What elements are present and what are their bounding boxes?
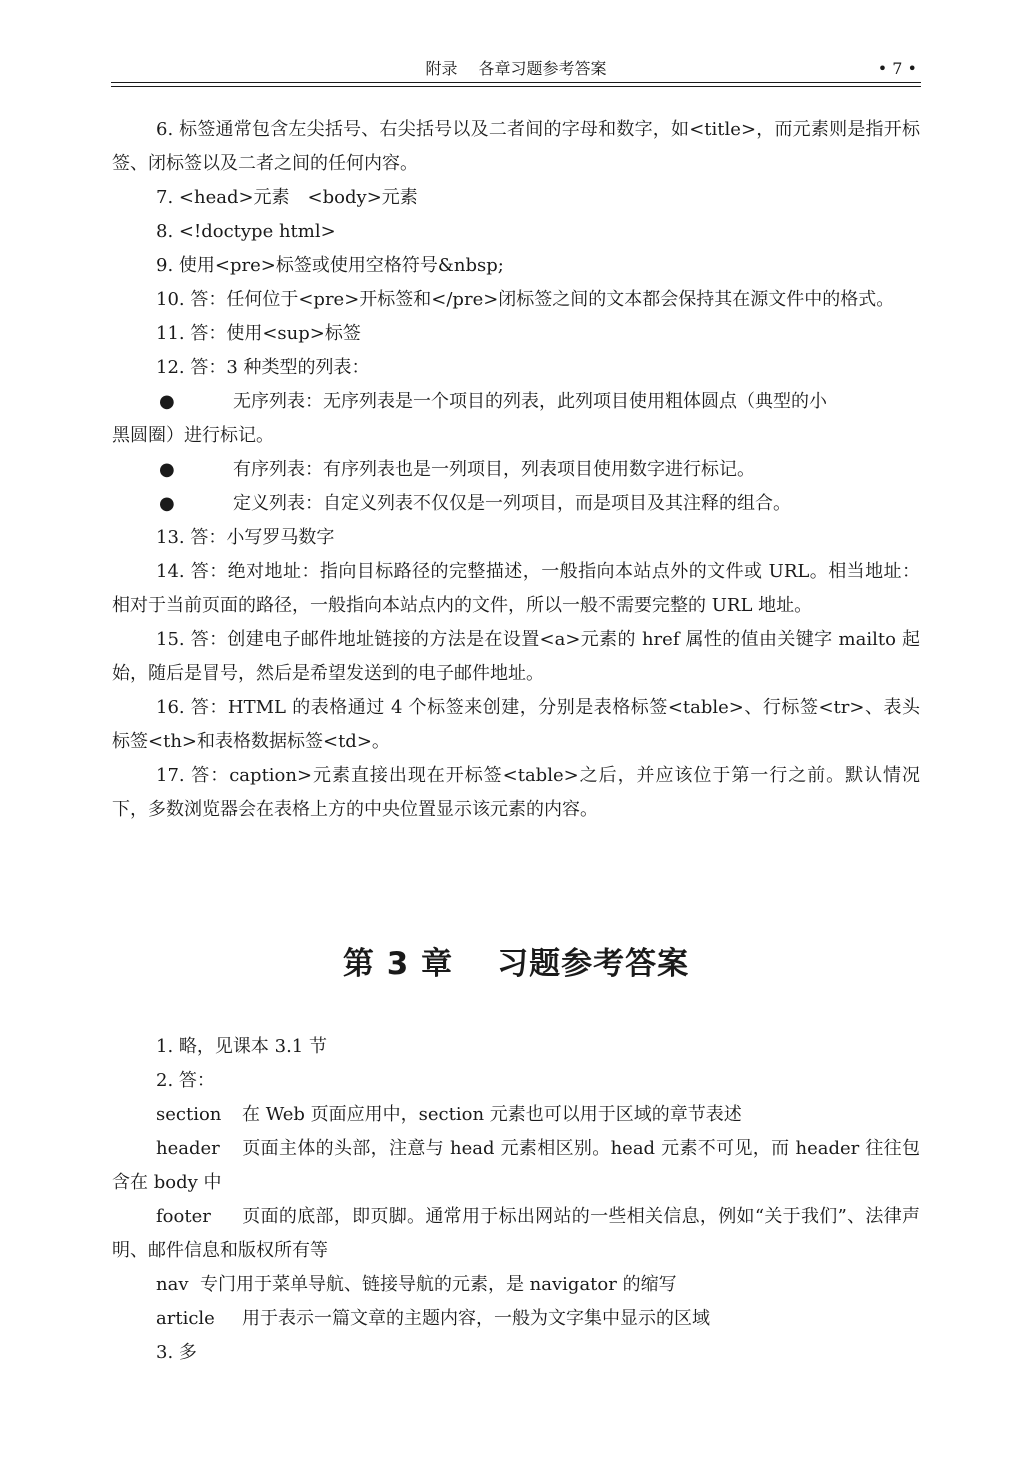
element-term: footer xyxy=(156,1206,211,1227)
answer-16: 16. 答：HTML 的表格通过 4 个标签来创建，分别是表格标签<table>、行标签<tr>、表头标签<th>和表格数据标签<td>。 xyxy=(112,697,920,752)
element-desc: 用于表示一篇文章的主题内容，一般为文字集中显示的区域 xyxy=(242,1308,710,1329)
running-header xyxy=(111,58,921,80)
answer-15: 15. 答：创建电子邮件地址链接的方法是在设置<a>元素的 href 属性的值由关键字 mailto 起始，随后是冒号，然后是希望发送到的电子邮件地址。 xyxy=(112,629,920,684)
element-desc: 页面的底部，即页脚。通常用于标出网站的一些相关信息，例如“关于我们”、法律声明、邮件信息和版权所有等 xyxy=(112,1206,920,1261)
element-desc: 页面主体的头部，注意与 head 元素相区别。head 元素不可见，而 header 往往包含在 body 中 xyxy=(112,1138,920,1193)
answer-7: 7. <head>元素 <body>元素 xyxy=(156,187,418,208)
chapter-heading xyxy=(0,938,1032,990)
answer-8: 8. <!doctype html> xyxy=(156,221,336,242)
running-title: 附录 各章习题参考答案 xyxy=(425,59,607,78)
chapter-number: 第 3 章 xyxy=(342,946,454,982)
chapter-3-answers xyxy=(112,1030,920,1370)
answer-13: 13. 答：小写罗马数字 xyxy=(156,527,335,548)
list-item-unordered xyxy=(112,385,920,419)
answer-3-2: 2. 答： xyxy=(156,1070,215,1091)
element-term: header xyxy=(156,1138,220,1159)
element-nav xyxy=(112,1268,920,1302)
element-term: article xyxy=(156,1308,215,1329)
answer-6: 6. 标签通常包含左尖括号、右尖括号以及二者间的字母和数字，如<title>，而元素则是指开标签、闭标签以及二者之间的任何内容。 xyxy=(112,119,920,174)
list-item-continuation: 黑圆圈）进行标记。 xyxy=(112,425,274,446)
answer-14: 14. 答：绝对地址：指向目标路径的完整描述，一般指向本站点外的文件或 URL。相当地址：相对于当前页面的路径，一般指向本站点内的文件，所以一般不需要完整的 URL 地址。 xyxy=(112,561,920,616)
header-rule-thin xyxy=(111,86,921,87)
element-desc: 专门用于菜单导航、链接导航的元素，是 navigator 的缩写 xyxy=(199,1274,677,1295)
list-item-text: 无序列表：无序列表是一个项目的列表，此列项目使用粗体圆点（典型的小 xyxy=(233,391,827,412)
bullet-icon: ● xyxy=(159,493,175,514)
answer-9: 9. 使用<pre>标签或使用空格符号&nbsp; xyxy=(156,255,504,276)
element-section xyxy=(112,1098,920,1132)
answer-12: 12. 答：3 种类型的列表： xyxy=(156,357,370,378)
answer-10: 10. 答：任何位于<pre>开标签和</pre>闭标签之间的文本都会保持其在源文件中的格式。 xyxy=(156,289,895,310)
chapter-2-answers xyxy=(112,113,920,827)
element-desc: 在 Web 页面应用中，section 元素也可以用于区域的章节表述 xyxy=(242,1104,742,1125)
element-footer xyxy=(112,1200,920,1268)
element-header xyxy=(112,1132,920,1200)
answer-11: 11. 答：使用<sup>标签 xyxy=(156,323,361,344)
list-item-ordered xyxy=(112,453,920,487)
answer-3-3: 3. 多 xyxy=(156,1342,197,1363)
page-number: • 7 • xyxy=(877,59,917,78)
element-article xyxy=(112,1302,920,1336)
list-item-text: 有序列表：有序列表也是一列项目，列表项目使用数字进行标记。 xyxy=(233,459,755,480)
chapter-title: 习题参考答案 xyxy=(497,946,690,982)
answer-17: 17. 答：caption>元素直接出现在开标签<table>之后，并应该位于第一行之前。默认情况下，多数浏览器会在表格上方的中央位置显示该元素的内容。 xyxy=(112,765,920,820)
bullet-icon: ● xyxy=(159,391,175,412)
answer-3-1: 1. 略，见课本 3.1 节 xyxy=(156,1036,327,1057)
list-types xyxy=(112,385,920,521)
bullet-icon: ● xyxy=(159,459,175,480)
header-rule-thick xyxy=(111,82,921,83)
element-term: nav xyxy=(156,1274,189,1295)
list-item-definition xyxy=(112,487,920,521)
element-term: section xyxy=(156,1104,222,1125)
list-item-text: 定义列表：自定义列表不仅仅是一列项目，而是项目及其注释的组合。 xyxy=(233,493,791,514)
